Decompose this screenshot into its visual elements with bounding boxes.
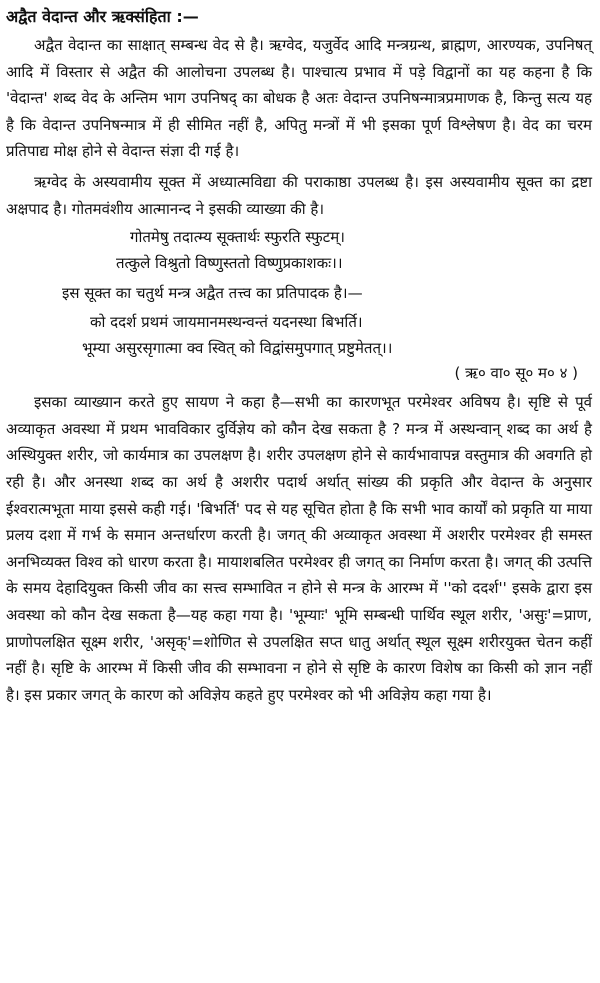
paragraph-sayana-commentary: इसका व्याख्यान करते हुए सायण ने कहा है—सभी का कारणभूत परमेश्वर अविषय है। सृष्टि से पूर्व अव्याकृत अवस्था में प्रथम भावविकार दुर्विज्ञेय को कौन देख सकता है ? मन्त्र में अस्थन्वान् शब्द का अर्थ है अस्थियुक्त शरीर, जो कार्यमात्र का उपलक्षण है। शरीर उपलक्षण होने से कार्यभावापन्न वस्तुमात्र की अवगति हो रही है। और अनस्था शब्द का अर्थ है अशरीर पदार्थ अर्थात् सांख्य की प्रकृति और वेदान्त के अनुसार ईश्वरात्मभूता माया इससे कही गई। 'बिभर्ति' पद से यह सूचित होता है कि सभी भाव कार्यों को प्रकृति या माया प्रलय दशा में गर्भ के समान अन्तर्धारण करती है। जगत् की अव्याकृत अवस्था में अशरीर परमेश्वर ही समस्त अनभिव्यक्त विश्व को धारण करता है। मायाशबलित परमेश्वर ही जगत् का निर्माण करता है। जगत् की उत्पत्ति के समय देहादियुक्त किसी जीव का सत्त्व सम्भावित न होने से मन्त्र के आरम्भ में ''को ददर्श'' इसके द्वारा इस अवस्था को कौन देख सकता है—यह कहा गया है। 'भूम्याः' भूमि सम्बन्धी पार्थिव स्थूल शरीर, 'असुः'=प्राण, प्राणोपलक्षित सूक्ष्म शरीर, 'असृक्'=शोणित से उपलक्षित सप्त धातु अर्थात् स्थूल सूक्ष्म शरीरयुक्त चेतन कहीं नहीं है। सृष्टि के आरम्भ में किसी जीव की सम्भावना न होने से सृष्टि के कारण विशेष का किसी को ज्ञान नहीं है। इस प्रकार जगत् के कारण को अविज्ञेय कहते हुए परमेश्वर को भी अविज्ञेय कहा गया है। — [6, 393, 592, 704]
verse-line-2: तत्कुले विश्रुतो विष्णुस्ततो विष्णुप्रकाशकः।। — [116, 254, 343, 273]
mantra-intro-line: इस सूक्त का चतुर्थ मन्त्र अद्वैत तत्त्व का प्रतिपादक है।— — [62, 284, 363, 303]
mantra-reference: ( ऋ० वा० सू० म० ४ ) — [454, 364, 578, 383]
paragraph-asyavamiya: ऋग्वेद के अस्यवामीय सूक्त में अध्यात्मविद्या की पराकाष्ठा उपलब्ध है। इस अस्यवामीय सूक्त का द्रष्टा अक्षपाद है। गोतमवंशीय आत्मानन्द ने इसकी व्याख्या की है। — [6, 172, 592, 218]
mantra-line-2: भूम्या असुरसृगात्मा क्व स्वित् को विद्वांसमुपगात् प्रष्टुमेतत्।। — [82, 339, 393, 358]
section-heading: अद्वैत वेदान्त और ऋक्संहिता :— — [6, 7, 199, 26]
mantra-line-1: को ददर्श प्रथमं जायमानमस्थन्वन्तं यदनस्था बिभर्ति। — [90, 313, 363, 332]
verse-line-1: गोतमेषु तदात्म्य सूक्तार्थः स्फुरति स्फुटम्। — [130, 228, 345, 247]
verse-block-mantra — [6, 309, 592, 361]
paragraph-vedanta-veda: अद्वैत वेदान्त का साक्षात् सम्बन्ध वेद से है। ऋग्वेद, यजुर्वेद आदि मन्त्रग्रन्थ, ब्राह्मण, आरण्यक, उपनिषत् आदि में विस्तार से अद्वैत की आलोचना उपलब्ध है। पाश्चात्य प्रभाव में पड़े विद्वानों का यह कहना है कि 'वेदान्त' शब्द वेद के अन्तिम भाग उपनिषद् का बोधक है अतः वेदान्त उपनिषन्मात्रप्रमाणक है, किन्तु सत्य यह है कि वेदान्त उपनिषन्मात्र में ही सीमित नहीं है, अपितु मन्त्रों में भी इसका पूर्ण विश्लेषण है। वेद का चरम प्रतिपाद्य मोक्ष होने से वेदान्त संज्ञा दी गई है। — [6, 36, 592, 161]
verse-block-gotama — [6, 224, 592, 276]
